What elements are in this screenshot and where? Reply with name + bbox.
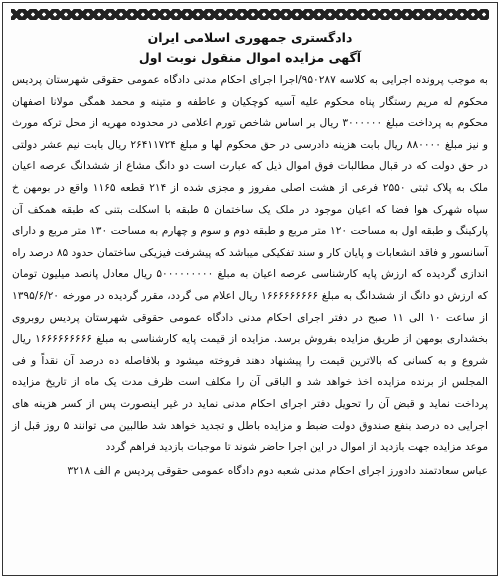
notice-signature: عباس سعادتمند دادورز اجرای احکام مدنی شعبه دوم دادگاه عمومی حقوقی پردیس م الف ۳۲۱۸ (67, 464, 488, 477)
notice-body-text: به موجب پرونده اجرایی به کلاسه ۹۵۰۲۸۷/اجرا اجرای احکام مدنی دادگاه عمومی حقوقی شهرستان پردیس محکوم له مریم رستگار پناه محکوم علیه آسیه کوچکیان و عاطفه و متینه و محمد همگی مولانا اصفهان محکوم به پرداخت مبلغ ۳۰۰۰۰۰۰ ریال بر اساس شاخص تورم اعلامی در محدوده مهریه از محل ترکه مورث و نیز مبلغ ۸۸۰۰۰۰ ریال بابت هزینه دادرسی در حق محکوم لها و مبلغ ۲۶۴۱۱۷۲۴ ریال بابت نیم عشر دولتی در حق دولت که در قبال مطالبات فوق اموال ذیل که عبارت است دو دانگ مشاع از ششدانگ عرصه اعیان ملک به پلاک ثبتی ۲۵۵۰ فرعی از هشت اصلی مفروز و مجزی شده از ۲۱۴ قطعه ۱۱۶۵ واقع در بومهن خ سپاه شهرک هوا فضا که اعیان موجود در ملک یک ساختمان ۵ طبقه با اسکلت بتنی که طبقه همکف آن پارکینگ و طبقه اول به مساحت ۱۲۰ متر مربع و طبقه دوم و سوم و چهارم به مساحت ۱۳۰ متر مربع و دارای آسانسور و فاقد انشعابات و پایان کار و سند تفکیکی میباشد که پیشرفت فیزیکی ساختمان حدود ۸۵ درصد راه اندازی گردیده که ارزش پایه کارشناسی عرصه اعیان به مبلغ ۵۰۰۰۰۰۰۰۰۰ ریال معادل پانصد میلیون تومان که ارزش دو دانگ از ششدانگ به مبلغ ۱۶۶۶۶۶۶۶۶۶ ریال اعلام می گردد، مقرر گردیده در مورخه ۱۳۹۵/۶/۲۰ از ساعت ۱۰ الی ۱۱ صبح در دفتر اجرای احکام مدنی دادگاه عمومی حقوقی شهرستان پردیس روبروی بخشداری بومهن از طریق مزایده بفروش برسد. مزایده از قیمت پایه کارشناسی به مبلغ ۱۶۶۶۶۶۶۶۶۶ ریال شروع و به کسانی که بالاترین قیمت را پیشنهاد دهند فروخته میشود و بلافاصله ده درصد آن نقداً و فی المجلس از برنده مزایده اخذ خواهد شد و الباقی آن را مکلف است ظرف مدت یک ماه از تاریخ مزایده پرداخت نماید و قبض آن را تحویل دفتر اجرای احکام مدنی نماید در غیر اینصورت پس از کسر هزینه های اجرایی ده درصد بنفع صندوق دولت ضبط و مزایده باطل و تجدید خواهد شد طالبین می توانند ۵ روز قبل از موعد مزایده جهت بازدید از اموال در این اجرا حاضر شوند تا موجبات بازدید فراهم گردد (12, 74, 489, 454)
notice-page (2, 2, 498, 576)
notice-title-line2: آگهی مزایده اموال منقول نوبت اول (138, 50, 362, 65)
decorative-border-strip (11, 8, 489, 20)
notice-content (3, 20, 497, 481)
notice-title-line1: دادگستری جمهوری اسلامی ایران (147, 30, 353, 45)
